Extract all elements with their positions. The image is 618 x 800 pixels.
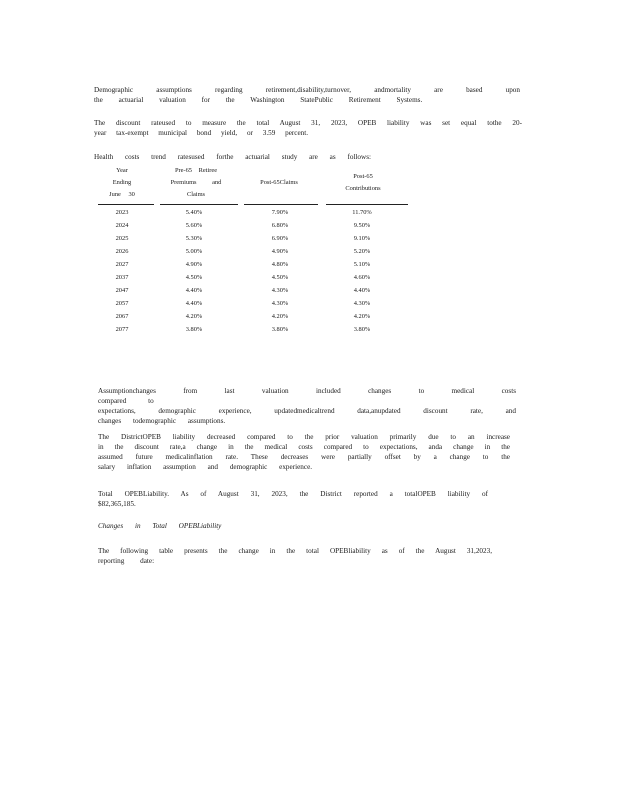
paragraph-health-cost-trend	[94, 152, 384, 162]
header-line: Post-65	[353, 173, 373, 180]
header-post65-contributions	[328, 172, 398, 193]
table-cell-pre65: 5.40%	[185, 209, 203, 216]
table-cell-post65contrib: 9.50%	[353, 222, 371, 229]
text-line: $82,365,185.	[98, 500, 136, 508]
table-cell-pre65: 5.00%	[185, 248, 203, 255]
text-line: changes todemographic assumptions.	[98, 417, 226, 425]
header-line: Post-65Claims	[260, 179, 298, 186]
table-cell-post65contrib: 9.10%	[353, 235, 371, 242]
table-cell-post65claims: 4.50%	[271, 274, 289, 281]
text-line: the actuarial valuation for the Washington StatePublic Retirement Systems.	[94, 96, 423, 104]
paragraph-assumption-changes	[98, 386, 516, 426]
paragraph-discount-rate	[94, 118, 522, 138]
table-cell-post65claims: 6.90%	[271, 235, 289, 242]
text-line: reporting date:	[98, 557, 155, 565]
header-line: Contributions	[345, 185, 381, 192]
table-cell-post65claims: 4.90%	[271, 248, 289, 255]
header-line: Ending	[112, 179, 132, 186]
table-cell-year: 2077	[115, 326, 129, 333]
table-cell-year: 2057	[115, 300, 129, 307]
header-line: Premiums and	[170, 179, 222, 186]
table-cell-post65contrib: 4.40%	[353, 287, 371, 294]
table-cell-post65contrib: 5.20%	[353, 248, 371, 255]
header-line: June 30	[109, 191, 135, 198]
text-line: Health costs trend ratesused forthe actuarial study are as follows:	[94, 153, 372, 161]
text-line: assumed future medicalinflation rate. These decreases were partially offset by a change to the	[98, 453, 510, 461]
table-cell-pre65: 4.50%	[185, 274, 203, 281]
text-line: salary inflation assumption and demographic experience.	[98, 463, 313, 471]
header-line: Year	[116, 167, 128, 174]
table-cell-post65claims: 6.80%	[271, 222, 289, 229]
paragraph-liability-decrease	[98, 432, 510, 472]
section-heading-changes-opeb	[98, 521, 298, 531]
table-cell-post65contrib: 4.30%	[353, 300, 371, 307]
table-cell-post65contrib: 4.60%	[353, 274, 371, 281]
header-rule	[160, 204, 238, 205]
table-cell-year: 2067	[115, 313, 129, 320]
header-year-ending	[98, 166, 146, 199]
table-cell-year: 2023	[115, 209, 129, 216]
table-cell-post65claims: 4.30%	[271, 287, 289, 294]
table-cell-pre65: 5.60%	[185, 222, 203, 229]
header-line: Claims	[186, 191, 206, 198]
header-post65-claims	[244, 178, 314, 187]
table-cell-year: 2027	[115, 261, 129, 268]
paragraph-total-opeb-liability	[98, 489, 488, 509]
paragraph-table-intro	[98, 546, 492, 566]
header-pre65	[164, 166, 228, 199]
table-cell-pre65: 4.20%	[185, 313, 203, 320]
text-line: Demographic assumptions regarding retirement,disability,turnover, andmortality are based upon	[94, 86, 520, 94]
heading-text: Changes in Total OPEBLiability	[98, 522, 222, 530]
table-cell-pre65: 3.80%	[185, 326, 203, 333]
text-line: in the discount rate,a change in the medical costs compared to expectations, anda change in the	[98, 443, 510, 451]
table-cell-year: 2047	[115, 287, 129, 294]
header-line: Pre-65 Retiree	[174, 167, 218, 174]
text-line: The following table presents the change in the total OPEBliability as of the August 31,2023,	[98, 547, 492, 555]
table-cell-post65claims: 7.90%	[271, 209, 289, 216]
text-line: expectations, demographic experience, updatedmedicaltrend data,anupdated discount rate, and	[98, 407, 516, 415]
table-cell-pre65: 4.40%	[185, 300, 203, 307]
table-cell-year: 2037	[115, 274, 129, 281]
table-cell-post65contrib: 11.70%	[352, 209, 372, 216]
table-cell-post65claims: 3.80%	[271, 326, 289, 333]
header-rule	[244, 204, 318, 205]
text-line: Assumptionchanges from last valuation included changes to medical costs compared to	[98, 387, 516, 405]
text-line: The discount rateused to measure the total August 31, 2023, OPEB liability was set equal tothe 20-	[94, 119, 522, 127]
table-cell-year: 2026	[115, 248, 129, 255]
table-cell-post65contrib: 3.80%	[353, 326, 371, 333]
header-rule	[98, 204, 154, 205]
table-cell-post65contrib: 5.10%	[353, 261, 371, 268]
table-cell-pre65: 4.90%	[185, 261, 203, 268]
text-line: Total OPEBLiability. As of August 31, 2023, the District reported a totalOPEB liability of	[98, 490, 488, 498]
table-cell-year: 2024	[115, 222, 129, 229]
table-cell-pre65: 4.40%	[185, 287, 203, 294]
text-line: year tax-exempt municipal bond yield, or 3.59 percent.	[94, 129, 309, 137]
table-cell-post65contrib: 4.20%	[353, 313, 371, 320]
table-cell-year: 2025	[115, 235, 129, 242]
header-rule	[326, 204, 408, 205]
table-cell-post65claims: 4.30%	[271, 300, 289, 307]
table-cell-post65claims: 4.80%	[271, 261, 289, 268]
table-cell-pre65: 5.30%	[185, 235, 203, 242]
table-cell-post65claims: 4.20%	[271, 313, 289, 320]
paragraph-demographic-assumptions	[94, 85, 520, 105]
text-line: The DistrictOPEB liability decreased compared to the prior valuation primarily due to an increase	[98, 433, 510, 441]
